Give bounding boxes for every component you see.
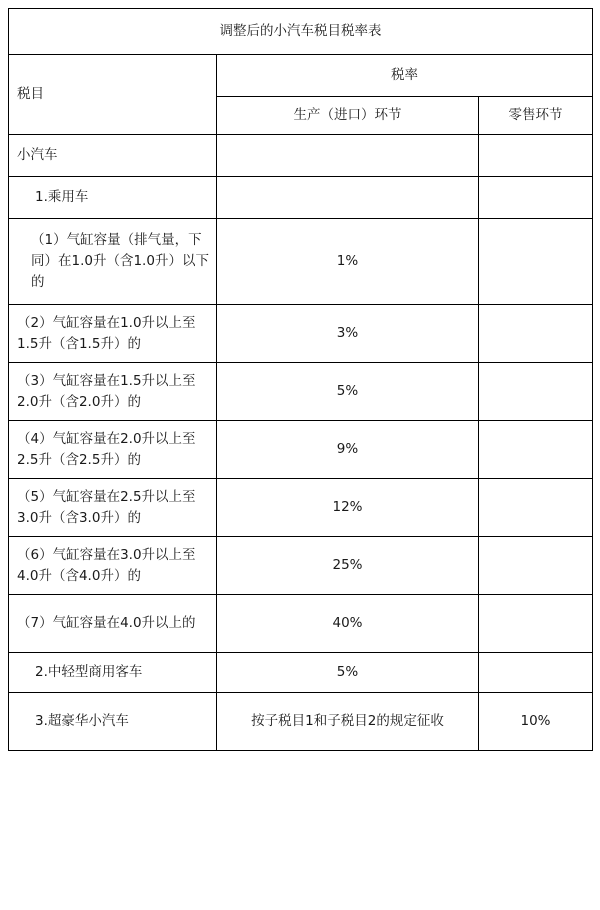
table-row <box>9 653 593 693</box>
row-production-rate: 9% <box>217 421 479 479</box>
row-retail-rate <box>479 537 593 595</box>
tax-rate-table <box>8 8 593 751</box>
row-item-label: （5）气缸容量在2.5升以上至3.0升（含3.0升）的 <box>9 479 217 537</box>
row-retail-rate <box>479 305 593 363</box>
row-item-label: （6）气缸容量在3.0升以上至4.0升（含4.0升）的 <box>9 537 217 595</box>
page-title: 调整后的小汽车税目税率表 <box>9 9 593 55</box>
row-item-label: 3.超豪华小汽车 <box>9 693 217 751</box>
row-item-label: （2）气缸容量在1.0升以上至1.5升（含1.5升）的 <box>9 305 217 363</box>
row-production-rate: 1% <box>217 219 479 305</box>
table-row <box>9 135 593 177</box>
row-retail-rate <box>479 363 593 421</box>
header-retail-stage: 零售环节 <box>479 97 593 135</box>
table-row <box>9 363 593 421</box>
header-tax-item: 税目 <box>9 55 217 135</box>
row-item-label: 2.中轻型商用客车 <box>9 653 217 693</box>
table-title-row <box>9 9 593 55</box>
table-row <box>9 595 593 653</box>
table-row <box>9 537 593 595</box>
row-production-rate: 12% <box>217 479 479 537</box>
row-retail-rate <box>479 653 593 693</box>
header-tax-rate: 税率 <box>217 55 593 97</box>
table-row <box>9 479 593 537</box>
row-production-rate <box>217 135 479 177</box>
row-production-rate: 40% <box>217 595 479 653</box>
table-row <box>9 177 593 219</box>
row-retail-rate <box>479 421 593 479</box>
row-retail-rate <box>479 479 593 537</box>
table-row <box>9 693 593 751</box>
row-retail-rate <box>479 177 593 219</box>
row-item-label: （7）气缸容量在4.0升以上的 <box>9 595 217 653</box>
row-item-label: 小汽车 <box>9 135 217 177</box>
row-production-rate: 按子税目1和子税目2的规定征收 <box>217 693 479 751</box>
table-header-row <box>9 55 593 97</box>
row-retail-rate <box>479 595 593 653</box>
row-production-rate: 5% <box>217 653 479 693</box>
row-production-rate <box>217 177 479 219</box>
row-production-rate: 5% <box>217 363 479 421</box>
row-production-rate: 25% <box>217 537 479 595</box>
table-row <box>9 421 593 479</box>
row-retail-rate <box>479 219 593 305</box>
row-item-label: 1.乘用车 <box>9 177 217 219</box>
row-retail-rate <box>479 135 593 177</box>
table-row <box>9 219 593 305</box>
table-row <box>9 305 593 363</box>
row-retail-rate: 10% <box>479 693 593 751</box>
row-item-label: （4）气缸容量在2.0升以上至2.5升（含2.5升）的 <box>9 421 217 479</box>
row-item-label: （1）气缸容量（排气量，下同）在1.0升（含1.0升）以下的 <box>9 219 217 305</box>
row-item-label: （3）气缸容量在1.5升以上至2.0升（含2.0升）的 <box>9 363 217 421</box>
header-production-stage: 生产（进口）环节 <box>217 97 479 135</box>
row-production-rate: 3% <box>217 305 479 363</box>
